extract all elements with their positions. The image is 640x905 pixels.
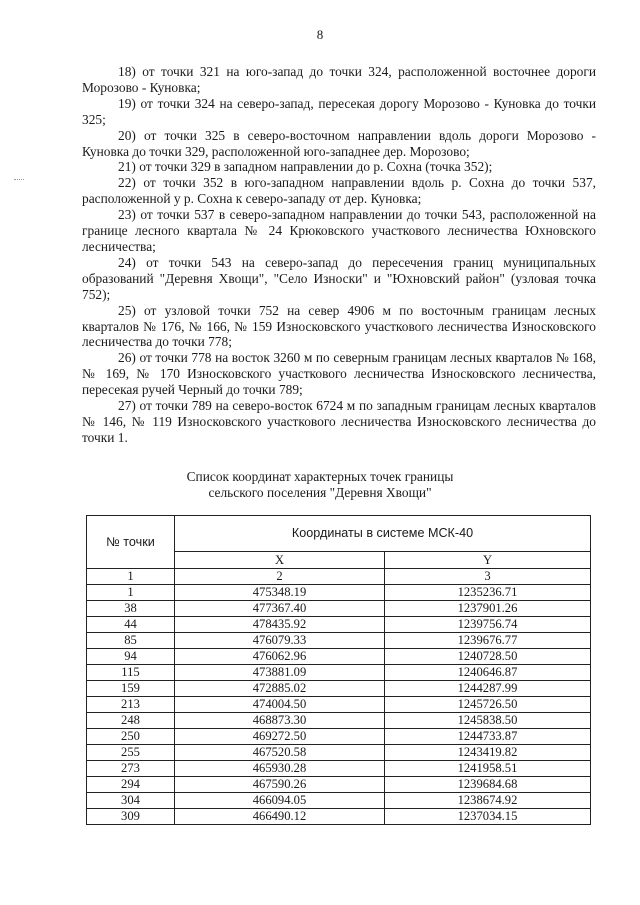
y-coordinate-cell: 1239684.68 [385,777,591,793]
table-row [87,745,591,761]
paragraph-21: 21) от точки 329 в западном направлении до р. Сохна (точка 352); [118,159,493,175]
point-number-cell: 44 [87,617,175,633]
y-coordinate-cell: 1244733.87 [385,729,591,745]
x-coordinate-cell: 476079.33 [175,633,385,649]
table-row [87,713,591,729]
y-coordinate-cell: 1243419.82 [385,745,591,761]
paragraph-19: 19) от точки 324 на северо-запад, пересекая дорогу Морозово - Куновка до точки 325; [82,95,596,127]
point-number-cell: 159 [87,681,175,697]
point-number-cell: 255 [87,745,175,761]
point-number-cell: 115 [87,665,175,681]
point-number-cell: 273 [87,761,175,777]
point-number-cell: 248 [87,713,175,729]
y-coordinate-cell: 1244287.99 [385,681,591,697]
page-number: 8 [316,27,324,42]
table-row [87,633,591,649]
table-row [87,729,591,745]
point-number-cell: 213 [87,697,175,713]
paragraph-22: 22) от точки 352 в юго-западном направлении вдоль р. Сохна до точки 537, расположенной у р. Сохна к северо-западу от дер. Куновка; [82,175,596,207]
table-row [87,665,591,681]
coordinates-table [86,515,591,825]
paragraph-24: 24) от точки 543 на северо-запад до пересечения границ муниципальных образований "Деревня Хвощи", "Село Износки" и "Юхновский район" (узловая точка 752); [82,254,596,302]
column-number-3: 3 [385,569,591,585]
margin-mark [14,179,24,183]
x-coordinate-cell: 476062.96 [175,649,385,665]
x-coordinate-cell: 465930.28 [175,761,385,777]
column-number-1: 1 [87,569,175,585]
y-coordinate-cell: 1245838.50 [385,713,591,729]
point-number-cell: 294 [87,777,175,793]
point-number-cell: 38 [87,601,175,617]
y-coordinate-cell: 1239756.74 [385,617,591,633]
column-number-2: 2 [175,569,385,585]
table-row [87,681,591,697]
paragraph-25: 25) от узловой точки 752 на север 4906 м по восточным границам лесных кварталов № 176, № 166, № 159 Износковского участкового лесничества Износковского лесничества до точки 778; [82,302,596,350]
paragraph-23: 23) от точки 537 в северо-западном направлении до точки 543, расположенной на границе лесного квартала № 24 Крюковского участкового лесничества Юхновского лесничества; [82,207,596,254]
x-coordinate-cell: 467520.58 [175,745,385,761]
caption-line-1: Список координат характерных точек границы [186,469,454,484]
y-coordinate-cell: 1241958.51 [385,761,591,777]
table-row [87,617,591,633]
x-coordinate-cell: 474004.50 [175,697,385,713]
x-coordinate-cell: 475348.19 [175,585,385,601]
x-coordinate-cell: 477367.40 [175,601,385,617]
point-number-header: № точки [87,516,175,569]
paragraph-27: 27) от точки 789 на северо-восток 6724 м по западным границам лесных кварталов № 146, № 119 Износковского участкового лесничества Износковского лесничества до точки 1. [82,398,596,445]
x-header: X [175,552,385,569]
x-coordinate-cell: 468873.30 [175,713,385,729]
y-coordinate-cell: 1245726.50 [385,697,591,713]
point-number-cell: 94 [87,649,175,665]
boundary-description [82,64,596,446]
table-row [87,793,591,809]
y-coordinate-cell: 1239676.77 [385,633,591,649]
paragraph-26: 26) от точки 778 на восток 3260 м по северным границам лесных кварталов № 168, № 169, № 170 Износковского участкового лесничества Износковского лесничества, пересекая ручей Черный до точки 789; [82,350,596,398]
table-row [87,649,591,665]
table-row [87,761,591,777]
y-coordinate-cell: 1240646.87 [385,665,591,681]
point-number-cell: 85 [87,633,175,649]
y-coordinate-cell: 1235236.71 [385,585,591,601]
x-coordinate-cell: 472885.02 [175,681,385,697]
y-coordinate-cell: 1240728.50 [385,649,591,665]
coordinates-header: Координаты в системе МСК-40 [175,516,591,552]
table-row [87,601,591,617]
caption-line-2: сельского поселения "Деревня Хвощи" [208,485,432,500]
table-row [87,809,591,825]
y-coordinate-cell: 1237901.26 [385,601,591,617]
point-number-cell: 309 [87,809,175,825]
x-coordinate-cell: 473881.09 [175,665,385,681]
y-header: Y [385,552,591,569]
point-number-cell: 304 [87,793,175,809]
x-coordinate-cell: 469272.50 [175,729,385,745]
table-caption [0,469,640,501]
x-coordinate-cell: 467590.26 [175,777,385,793]
paragraph-18: 18) от точки 321 на юго-запад до точки 324, расположенной восточнее дороги Морозово - Куновка; [82,64,596,95]
x-coordinate-cell: 466094.05 [175,793,385,809]
table-row [87,777,591,793]
table-row [87,697,591,713]
paragraph-20: 20) от точки 325 в северо-восточном направлении вдоль дороги Морозово - Куновка до точки 329, расположенной юго-западнее дер. Морозово; [82,127,596,159]
x-coordinate-cell: 478435.92 [175,617,385,633]
x-coordinate-cell: 466490.12 [175,809,385,825]
point-number-cell: 1 [87,585,175,601]
table-row [87,585,591,601]
y-coordinate-cell: 1237034.15 [385,809,591,825]
point-number-cell: 250 [87,729,175,745]
y-coordinate-cell: 1238674.92 [385,793,591,809]
